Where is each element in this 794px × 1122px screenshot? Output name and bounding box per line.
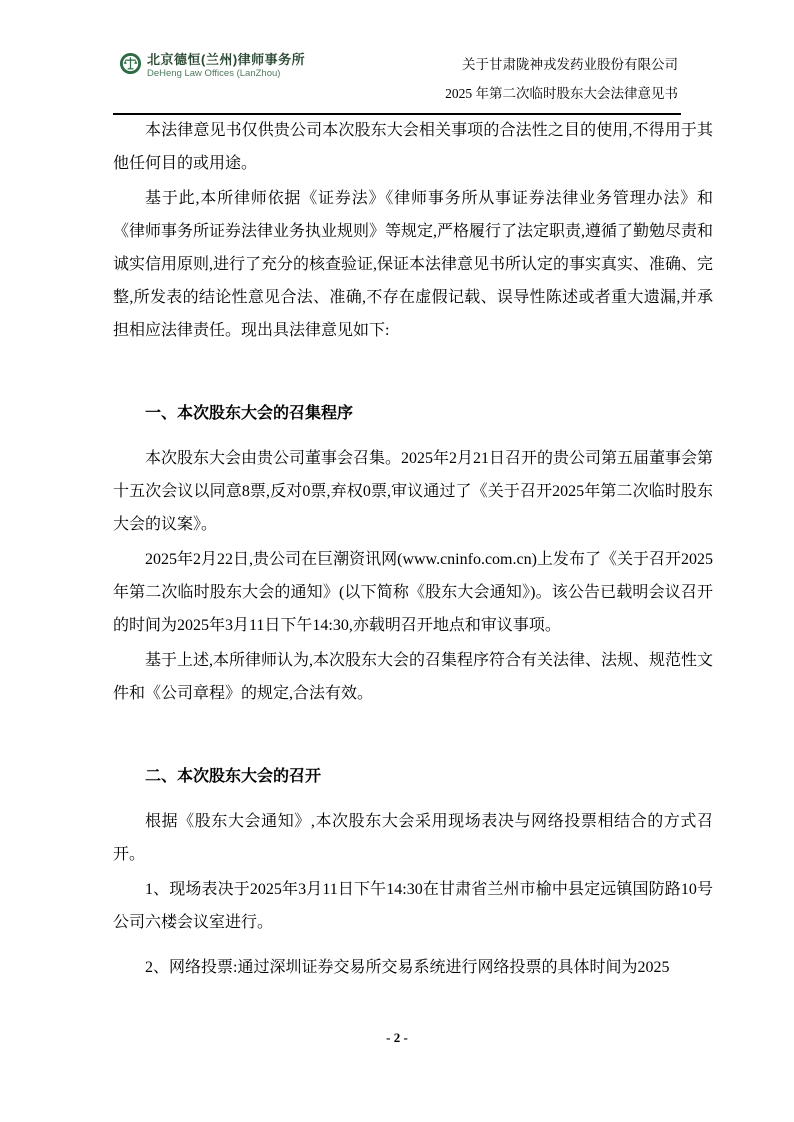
paragraph: 根据《股东大会通知》,本次股东大会采用现场表决与网络投票相结合的方式召开。 [113,813,713,863]
paragraph: 1、现场表决于2025年3月11日下午14:30在甘肃省兰州市榆中县定远镇国防路10号公司六楼会议室进行。 [113,881,713,931]
paragraph: 本法律意见书仅供贵公司本次股东大会相关事项的合法性之目的使用,不得用于其他任何目的或用途。 [113,122,713,172]
paragraph: 2025年2月22日,贵公司在巨潮资讯网(www.cninfo.com.cn)上发布了《关于召开2025年第二次临时股东大会的通知》(以下简称《股东大会通知》)。该公告已载明会议召开的时间为2025年3月11日下午14:30,亦载明召开地点和审议事项。 [113,551,713,634]
paragraph: 基于此,本所律师依据《证券法》《律师事务所从事证券法律业务管理办法》和《律师事务所证券法律业务执业规则》等规定,严格履行了法定职责,遵循了勤勉尽责和诚实信用原则,进行了充分的核查验证,保证本法律意见书所认定的事实真实、准确、完整,所发表的结论性意见合法、准确,不存在虚假记载、误导性陈述或者重大遗漏,并承担相应法律责任。现出具法律意见如下: [113,190,714,339]
firm-name-en: DeHeng Law Offices (LanZhou) [147,68,281,79]
page-header [113,50,681,115]
paragraph: 基于上述,本所律师认为,本次股东大会的召集程序符合有关法律、法规、规范性文件和《公司章程》的规定,合法有效。 [113,652,714,702]
paragraph: 本次股东大会由贵公司董事会召集。2025年2月21日召开的贵公司第五届董事会第十五次会议以同意8票,反对0票,弃权0票,审议通过了《关于召开2025年第二次临时股东大会的议案》。 [113,450,714,533]
deheng-logo-icon [119,52,142,75]
document-body [113,112,713,986]
section-heading: 二、本次股东大会的召开 [145,768,322,785]
firm-name-zh: 北京德恒(兰州)律师事务所 [147,52,306,67]
section-heading: 一、本次股东大会的召集程序 [145,405,354,422]
header-title-line2: 2025 年第二次临时股东大会法律意见书 [445,86,678,101]
logo-text [147,52,305,80]
law-firm-logo [113,50,305,80]
page-number: - 2 - [386,1030,408,1045]
header-document-title [445,50,681,108]
header-title-line1: 关于甘肃陇神戎发药业股份有限公司 [462,57,678,72]
page-footer [0,1030,794,1046]
paragraph: 2、网络投票:通过深圳证券交易所交易系统进行网络投票的具体时间为2025 [145,959,670,976]
